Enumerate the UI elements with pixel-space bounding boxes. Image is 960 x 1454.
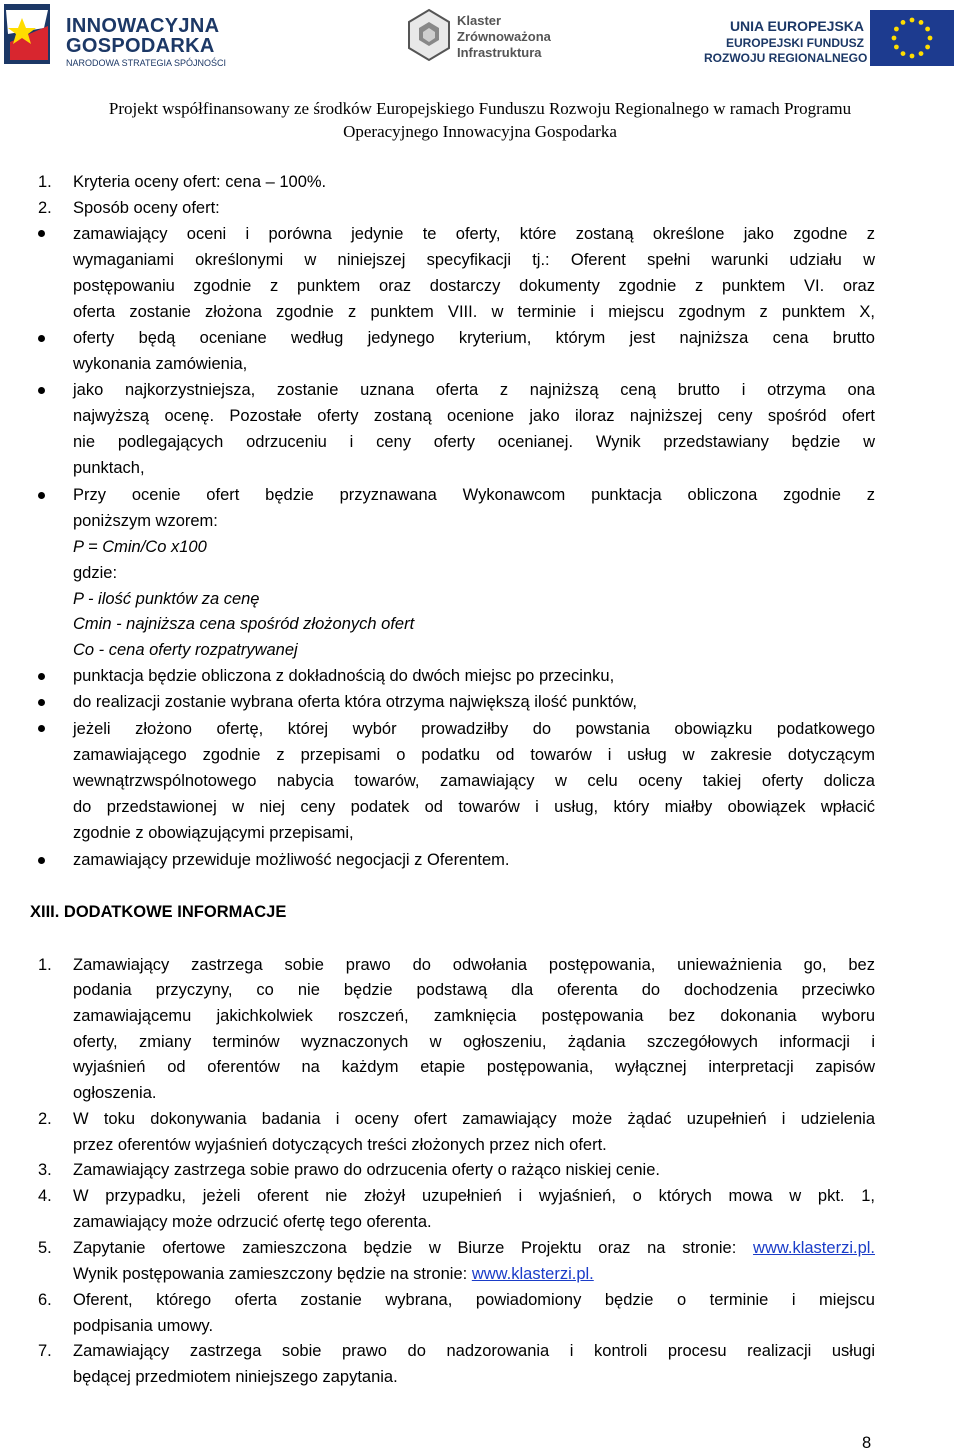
body-line — [73, 1261, 875, 1287]
eu-logo — [704, 8, 956, 70]
list-number: 1. — [38, 956, 52, 974]
body-line: wewnątrzwspólnotowego nabycia towarów, zamawiający w celu oceny takiej oferty dolicza — [73, 772, 875, 790]
body-line: punktach, — [73, 459, 145, 477]
body-line: zamawiającemu jakichkolwiek roszczeń, zamknięcia postępowania bez dokonania wyboru — [73, 1007, 875, 1025]
criteria-item-2: Sposób oceny ofert: — [73, 199, 220, 217]
list-number: 3. — [38, 1161, 52, 1179]
body-line: wyjaśnień od oferentów na każdym etapie postępowania, wyłącznej interpretacji zapisów — [73, 1058, 875, 1076]
innowacyjna-gospodarka-logo — [4, 4, 234, 72]
body-line: Zamawiający zastrzega sobie prawo do odrzucenia oferty o rażąco niskiej cenie. — [73, 1161, 660, 1179]
bullet-icon — [38, 230, 45, 237]
body-line: Przy ocenie ofert będzie przyznawana Wykonawcom punktacja obliczona zgodnie z — [73, 486, 875, 504]
body-line: oferty będą oceniane według jedynego kryterium, którym jest najniższa cena brutto — [73, 329, 875, 347]
list-number: 2. — [38, 1110, 52, 1128]
body-line: Zamawiający zastrzega sobie prawo do nadzorowania i kontroli procesu realizacji usługi — [73, 1342, 875, 1360]
bullet-icon — [38, 725, 45, 732]
eu-line3: ROZWOJU REGIONALNEGO — [704, 51, 868, 65]
body-line: wymaganiami określonymi w niniejszej specyfikacji tj.: Oferent spełni warunki udziału w — [73, 251, 875, 269]
body-line: zamawiający może odrzucić ofertę tego oferenta. — [73, 1213, 432, 1231]
body-line: W toku dokonywania badania i oceny ofert zamawiający może żądać uzupełnień i udzielenia — [73, 1110, 875, 1128]
list-number: 5. — [38, 1239, 52, 1257]
body-line: zamawiający przewiduje możliwość negocjacji z Oferentem. — [73, 851, 510, 869]
body-line: postępowaniu zgodnie z punktem oraz dostarczy dokumenty zgodnie z punktem VI. oraz — [73, 277, 875, 295]
bullet-icon — [38, 387, 45, 394]
list-number: 4. — [38, 1187, 52, 1205]
body-line: Zamawiający zastrzega sobie prawo do odwołania postępowania, unieważnienia go, bez — [73, 956, 875, 974]
ig-flag-icon — [4, 4, 56, 68]
body-line: zgodnie z obowiązującymi przepisami, — [73, 824, 354, 842]
body-line: nie podlegających odrzuceniu i ceny oferty ocenianej. Wynik przedstawiany będzie w — [73, 433, 875, 451]
body-line: oferta zostanie złożona zgodnie z punktem VIII. w terminie i miejscu zgodnym z punktem X, — [73, 303, 875, 321]
hexagon-icon — [405, 8, 453, 70]
ig-line1: INNOWACYJNA — [66, 15, 220, 37]
body-line: zamawiającego zgodnie z przepisami o podatku od towarów i usług w zakresie dotyczącym — [73, 746, 875, 764]
list-number: 6. — [38, 1291, 52, 1309]
body-line: podpisania umowy. — [73, 1317, 214, 1335]
body-line: oferty, zmiany terminów wyznaczonych w ogłoszeniu, żądania szczegółowych informacji i — [73, 1033, 875, 1051]
klaster-line1: Klaster — [457, 13, 502, 28]
body-line: będącej przedmiotem niniejszego zapytania. — [73, 1368, 398, 1386]
body-line: Oferent, którego oferta zostanie wybrana, powiadomiony będzie o terminie i miejscu — [73, 1291, 875, 1309]
formula-def: P - ilość punktów za cenę — [73, 590, 260, 608]
body-line: przez oferentów wyjaśnień dotyczących treści złożonych przez nich ofert. — [73, 1136, 607, 1154]
eu-line1: UNIA EUROPEJSKA — [729, 18, 864, 34]
body-line: podania przyczyny, co nie będzie podstawą dla oferenta do dochodzenia przeciwko — [73, 981, 875, 999]
bullet-icon — [38, 492, 45, 499]
criteria-number-1: 1. — [38, 173, 52, 191]
body-line: zamawiający oceni i porówna jedynie te oferty, które zostaną określone jako zgodne z — [73, 225, 875, 243]
body-line: do realizacji zostanie wybrana oferta która otrzyma największą ilość punktów, — [73, 693, 638, 711]
body-line: jeżeli złożono ofertę, której wybór prowadziłby do powstania obowiązku podatkowego — [73, 720, 875, 738]
body-line: punktacja będzie obliczona z dokładnością do dwóch miejsc po przecinku, — [73, 667, 615, 685]
ig-line2: GOSPODARKA — [66, 35, 215, 57]
eu-flag-icon — [870, 10, 954, 66]
formula-where: gdzie: — [73, 564, 118, 582]
klaster-logo — [405, 8, 551, 70]
formula-def: Cmin - najniższa cena spośród złożonych ofert — [73, 615, 415, 633]
body-text: Wynik postępowania zamieszczony będzie na stronie: — [73, 1265, 472, 1283]
body-line: wykonania zamówienia, — [73, 355, 248, 373]
klaster-line3: Infrastruktura — [457, 45, 542, 60]
bullet-icon — [38, 857, 45, 864]
ig-line3: NARODOWA STRATEGIA SPÓJNOŚCI — [66, 58, 227, 68]
bullet-icon — [38, 673, 45, 680]
body-line: poniższym wzorem: — [73, 512, 218, 530]
body-line: najwyższą ocenę. Pozostałe oferty zostaną ocenione jako iloraz najniższej ceny spośród ofert — [73, 407, 875, 425]
funding-line-1: Projekt współfinansowany ze środków Europejskiego Funduszu Rozwoju Regionalnego w ramach Programu — [108, 99, 852, 118]
body-line — [73, 1235, 875, 1261]
body-line: ogłoszenia. — [73, 1084, 157, 1102]
klaster-line2: Zrównoważona — [457, 29, 551, 44]
body-text: Zapytanie ofertowe zamieszczona będzie w Biurze Projektu oraz na stronie: — [73, 1239, 754, 1257]
criteria-item-1: Kryteria oceny ofert: cena – 100%. — [73, 173, 327, 191]
formula-def: Co - cena oferty rozpatrywanej — [73, 641, 298, 659]
list-number: 7. — [38, 1342, 52, 1360]
page-number: 8 — [862, 1434, 872, 1452]
funding-line-2: Operacyjnego Innowacyjna Gospodarka — [343, 122, 617, 141]
klasterzi-link[interactable]: www.klasterzi.pl. — [753, 1239, 875, 1257]
section-heading: XIII. DODATKOWE INFORMACJE — [30, 903, 287, 921]
eu-line2: EUROPEJSKI FUNDUSZ — [725, 36, 864, 50]
body-line: W przypadku, jeżeli oferent nie złożył uzupełnień i wyjaśnień, o których mowa w pkt. 1, — [73, 1187, 875, 1205]
criteria-number-2: 2. — [38, 199, 52, 217]
bullet-icon — [38, 699, 45, 706]
body-line: do przedstawionej w niej ceny podatek od towarów i usług, który miałby obowiązek wpłacić — [73, 798, 875, 816]
klasterzi-link[interactable]: www.klasterzi.pl. — [471, 1265, 594, 1283]
formula-line: P = Cmin/Co x100 — [73, 538, 207, 556]
body-line: jako najkorzystniejsza, zostanie uznana oferta z najniższą ceną brutto i otrzyma ona — [73, 381, 875, 399]
bullet-icon — [38, 335, 45, 342]
